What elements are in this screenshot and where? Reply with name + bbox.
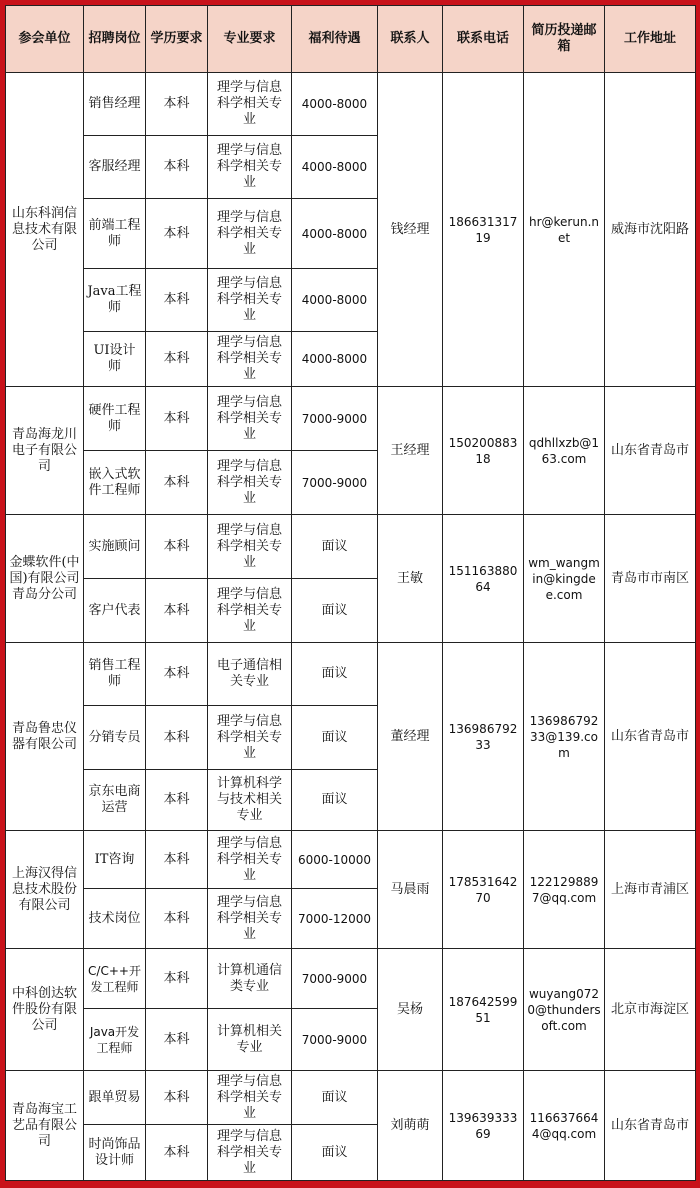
- job-position: 京东电商运营: [84, 770, 146, 831]
- job-major: 理学与信息科学相关专业: [208, 332, 292, 387]
- job-major: 理学与信息科学相关专业: [208, 706, 292, 770]
- contact-person: 董经理: [378, 643, 443, 831]
- job-education: 本科: [146, 515, 208, 579]
- table-row: [6, 73, 696, 136]
- job-salary: 面议: [292, 1125, 378, 1181]
- job-education: 本科: [146, 770, 208, 831]
- job-education: 本科: [146, 387, 208, 451]
- job-major: 理学与信息科学相关专业: [208, 831, 292, 889]
- job-education: 本科: [146, 136, 208, 199]
- work-address: 北京市海淀区: [605, 949, 696, 1071]
- company-name: 青岛海龙川电子有限公司: [6, 387, 84, 515]
- contact-phone: 15116388064: [443, 515, 524, 643]
- contact-person: 王敏: [378, 515, 443, 643]
- contact-phone: 18663131719: [443, 73, 524, 387]
- contact-person: 吴杨: [378, 949, 443, 1071]
- job-position: Java工程师: [84, 269, 146, 332]
- job-major: 计算机科学与技术相关专业: [208, 770, 292, 831]
- contact-phone: 13963933369: [443, 1071, 524, 1181]
- job-education: 本科: [146, 831, 208, 889]
- header-salary: 福利待遇: [292, 6, 378, 73]
- job-major: 理学与信息科学相关专业: [208, 269, 292, 332]
- contact-phone: 18764259951: [443, 949, 524, 1071]
- contact-person: 刘萌萌: [378, 1071, 443, 1181]
- job-position: 实施顾问: [84, 515, 146, 579]
- job-position: 客户代表: [84, 579, 146, 643]
- job-position: IT咨询: [84, 831, 146, 889]
- job-major: 理学与信息科学相关专业: [208, 515, 292, 579]
- contact-email[interactable]: wuyang0720@thundersoft.com: [524, 949, 605, 1071]
- contact-email[interactable]: 1221298897@qq.com: [524, 831, 605, 949]
- table-row: [6, 1071, 696, 1125]
- job-education: 本科: [146, 73, 208, 136]
- job-position: UI设计师: [84, 332, 146, 387]
- job-major: 理学与信息科学相关专业: [208, 387, 292, 451]
- job-position: 分销专员: [84, 706, 146, 770]
- company-name: 山东科润信息技术有限公司: [6, 73, 84, 387]
- job-salary: 6000-10000: [292, 831, 378, 889]
- recruitment-table-frame: [5, 5, 695, 1181]
- table-row: [6, 643, 696, 706]
- header-address: 工作地址: [605, 6, 696, 73]
- contact-email[interactable]: qdhllxzb@163.com: [524, 387, 605, 515]
- job-education: 本科: [146, 643, 208, 706]
- job-position: C/C++开发工程师: [84, 949, 146, 1009]
- job-salary: 面议: [292, 643, 378, 706]
- contact-phone: 17853164270: [443, 831, 524, 949]
- contact-person: 马晨雨: [378, 831, 443, 949]
- header-major: 专业要求: [208, 6, 292, 73]
- job-major: 理学与信息科学相关专业: [208, 1125, 292, 1181]
- job-education: 本科: [146, 199, 208, 269]
- company-name: 青岛鲁忠仪器有限公司: [6, 643, 84, 831]
- contact-person: 钱经理: [378, 73, 443, 387]
- job-education: 本科: [146, 269, 208, 332]
- job-salary: 7000-9000: [292, 451, 378, 515]
- job-major: 理学与信息科学相关专业: [208, 579, 292, 643]
- job-major: 理学与信息科学相关专业: [208, 889, 292, 949]
- work-address: 山东省青岛市: [605, 1071, 696, 1181]
- work-address: 上海市青浦区: [605, 831, 696, 949]
- job-position: 销售经理: [84, 73, 146, 136]
- job-education: 本科: [146, 706, 208, 770]
- contact-phone: 15020088318: [443, 387, 524, 515]
- job-position: 销售工程师: [84, 643, 146, 706]
- header-phone: 联系电话: [443, 6, 524, 73]
- table-row: [6, 515, 696, 579]
- job-salary: 面议: [292, 770, 378, 831]
- work-address: 山东省青岛市: [605, 387, 696, 515]
- job-salary: 4000-8000: [292, 73, 378, 136]
- job-education: 本科: [146, 889, 208, 949]
- header-position: 招聘岗位: [84, 6, 146, 73]
- work-address: 威海市沈阳路: [605, 73, 696, 387]
- job-salary: 4000-8000: [292, 136, 378, 199]
- job-position: 嵌入式软件工程师: [84, 451, 146, 515]
- job-major: 电子通信相关专业: [208, 643, 292, 706]
- table-row: [6, 387, 696, 451]
- job-salary: 4000-8000: [292, 332, 378, 387]
- work-address: 山东省青岛市: [605, 643, 696, 831]
- job-position: 跟单贸易: [84, 1071, 146, 1125]
- job-education: 本科: [146, 1071, 208, 1125]
- job-education: 本科: [146, 1009, 208, 1071]
- job-major: 理学与信息科学相关专业: [208, 73, 292, 136]
- job-salary: 7000-9000: [292, 387, 378, 451]
- job-major: 理学与信息科学相关专业: [208, 1071, 292, 1125]
- job-education: 本科: [146, 1125, 208, 1181]
- job-salary: 面议: [292, 706, 378, 770]
- job-major: 理学与信息科学相关专业: [208, 136, 292, 199]
- job-salary: 7000-12000: [292, 889, 378, 949]
- job-position: 技术岗位: [84, 889, 146, 949]
- job-major: 计算机通信类专业: [208, 949, 292, 1009]
- company-name: 中科创达软件股份有限公司: [6, 949, 84, 1071]
- contact-email[interactable]: wm_wangmin@kingdee.com: [524, 515, 605, 643]
- job-position: Java开发工程师: [84, 1009, 146, 1071]
- job-education: 本科: [146, 949, 208, 1009]
- contact-email[interactable]: 1166376644@qq.com: [524, 1071, 605, 1181]
- contact-person: 王经理: [378, 387, 443, 515]
- table-row: [6, 831, 696, 889]
- job-education: 本科: [146, 332, 208, 387]
- job-major: 理学与信息科学相关专业: [208, 199, 292, 269]
- job-salary: 面议: [292, 1071, 378, 1125]
- company-name: 上海汉得信息技术股份有限公司: [6, 831, 84, 949]
- company-name: 金蝶软件(中国)有限公司青岛分公司: [6, 515, 84, 643]
- contact-email[interactable]: hr@kerun.net: [524, 73, 605, 387]
- company-name: 青岛海宝工艺品有限公司: [6, 1071, 84, 1181]
- job-salary: 4000-8000: [292, 269, 378, 332]
- job-salary: 7000-9000: [292, 949, 378, 1009]
- work-address: 青岛市市南区: [605, 515, 696, 643]
- table-row: [6, 949, 696, 1009]
- job-salary: 4000-8000: [292, 199, 378, 269]
- header-email: 简历投递邮箱: [524, 6, 605, 73]
- job-salary: 面议: [292, 579, 378, 643]
- job-position: 时尚饰品设计师: [84, 1125, 146, 1181]
- job-major: 计算机相关专业: [208, 1009, 292, 1071]
- contact-email[interactable]: 13698679233@139.com: [524, 643, 605, 831]
- job-education: 本科: [146, 451, 208, 515]
- header-education: 学历要求: [146, 6, 208, 73]
- contact-phone: 13698679233: [443, 643, 524, 831]
- job-salary: 面议: [292, 515, 378, 579]
- job-salary: 7000-9000: [292, 1009, 378, 1071]
- job-major: 理学与信息科学相关专业: [208, 451, 292, 515]
- header-company: 参会单位: [6, 6, 84, 73]
- header-row: [6, 6, 696, 73]
- job-position: 前端工程师: [84, 199, 146, 269]
- job-position: 硬件工程师: [84, 387, 146, 451]
- header-contact: 联系人: [378, 6, 443, 73]
- job-education: 本科: [146, 579, 208, 643]
- recruitment-table: [5, 5, 696, 1181]
- job-position: 客服经理: [84, 136, 146, 199]
